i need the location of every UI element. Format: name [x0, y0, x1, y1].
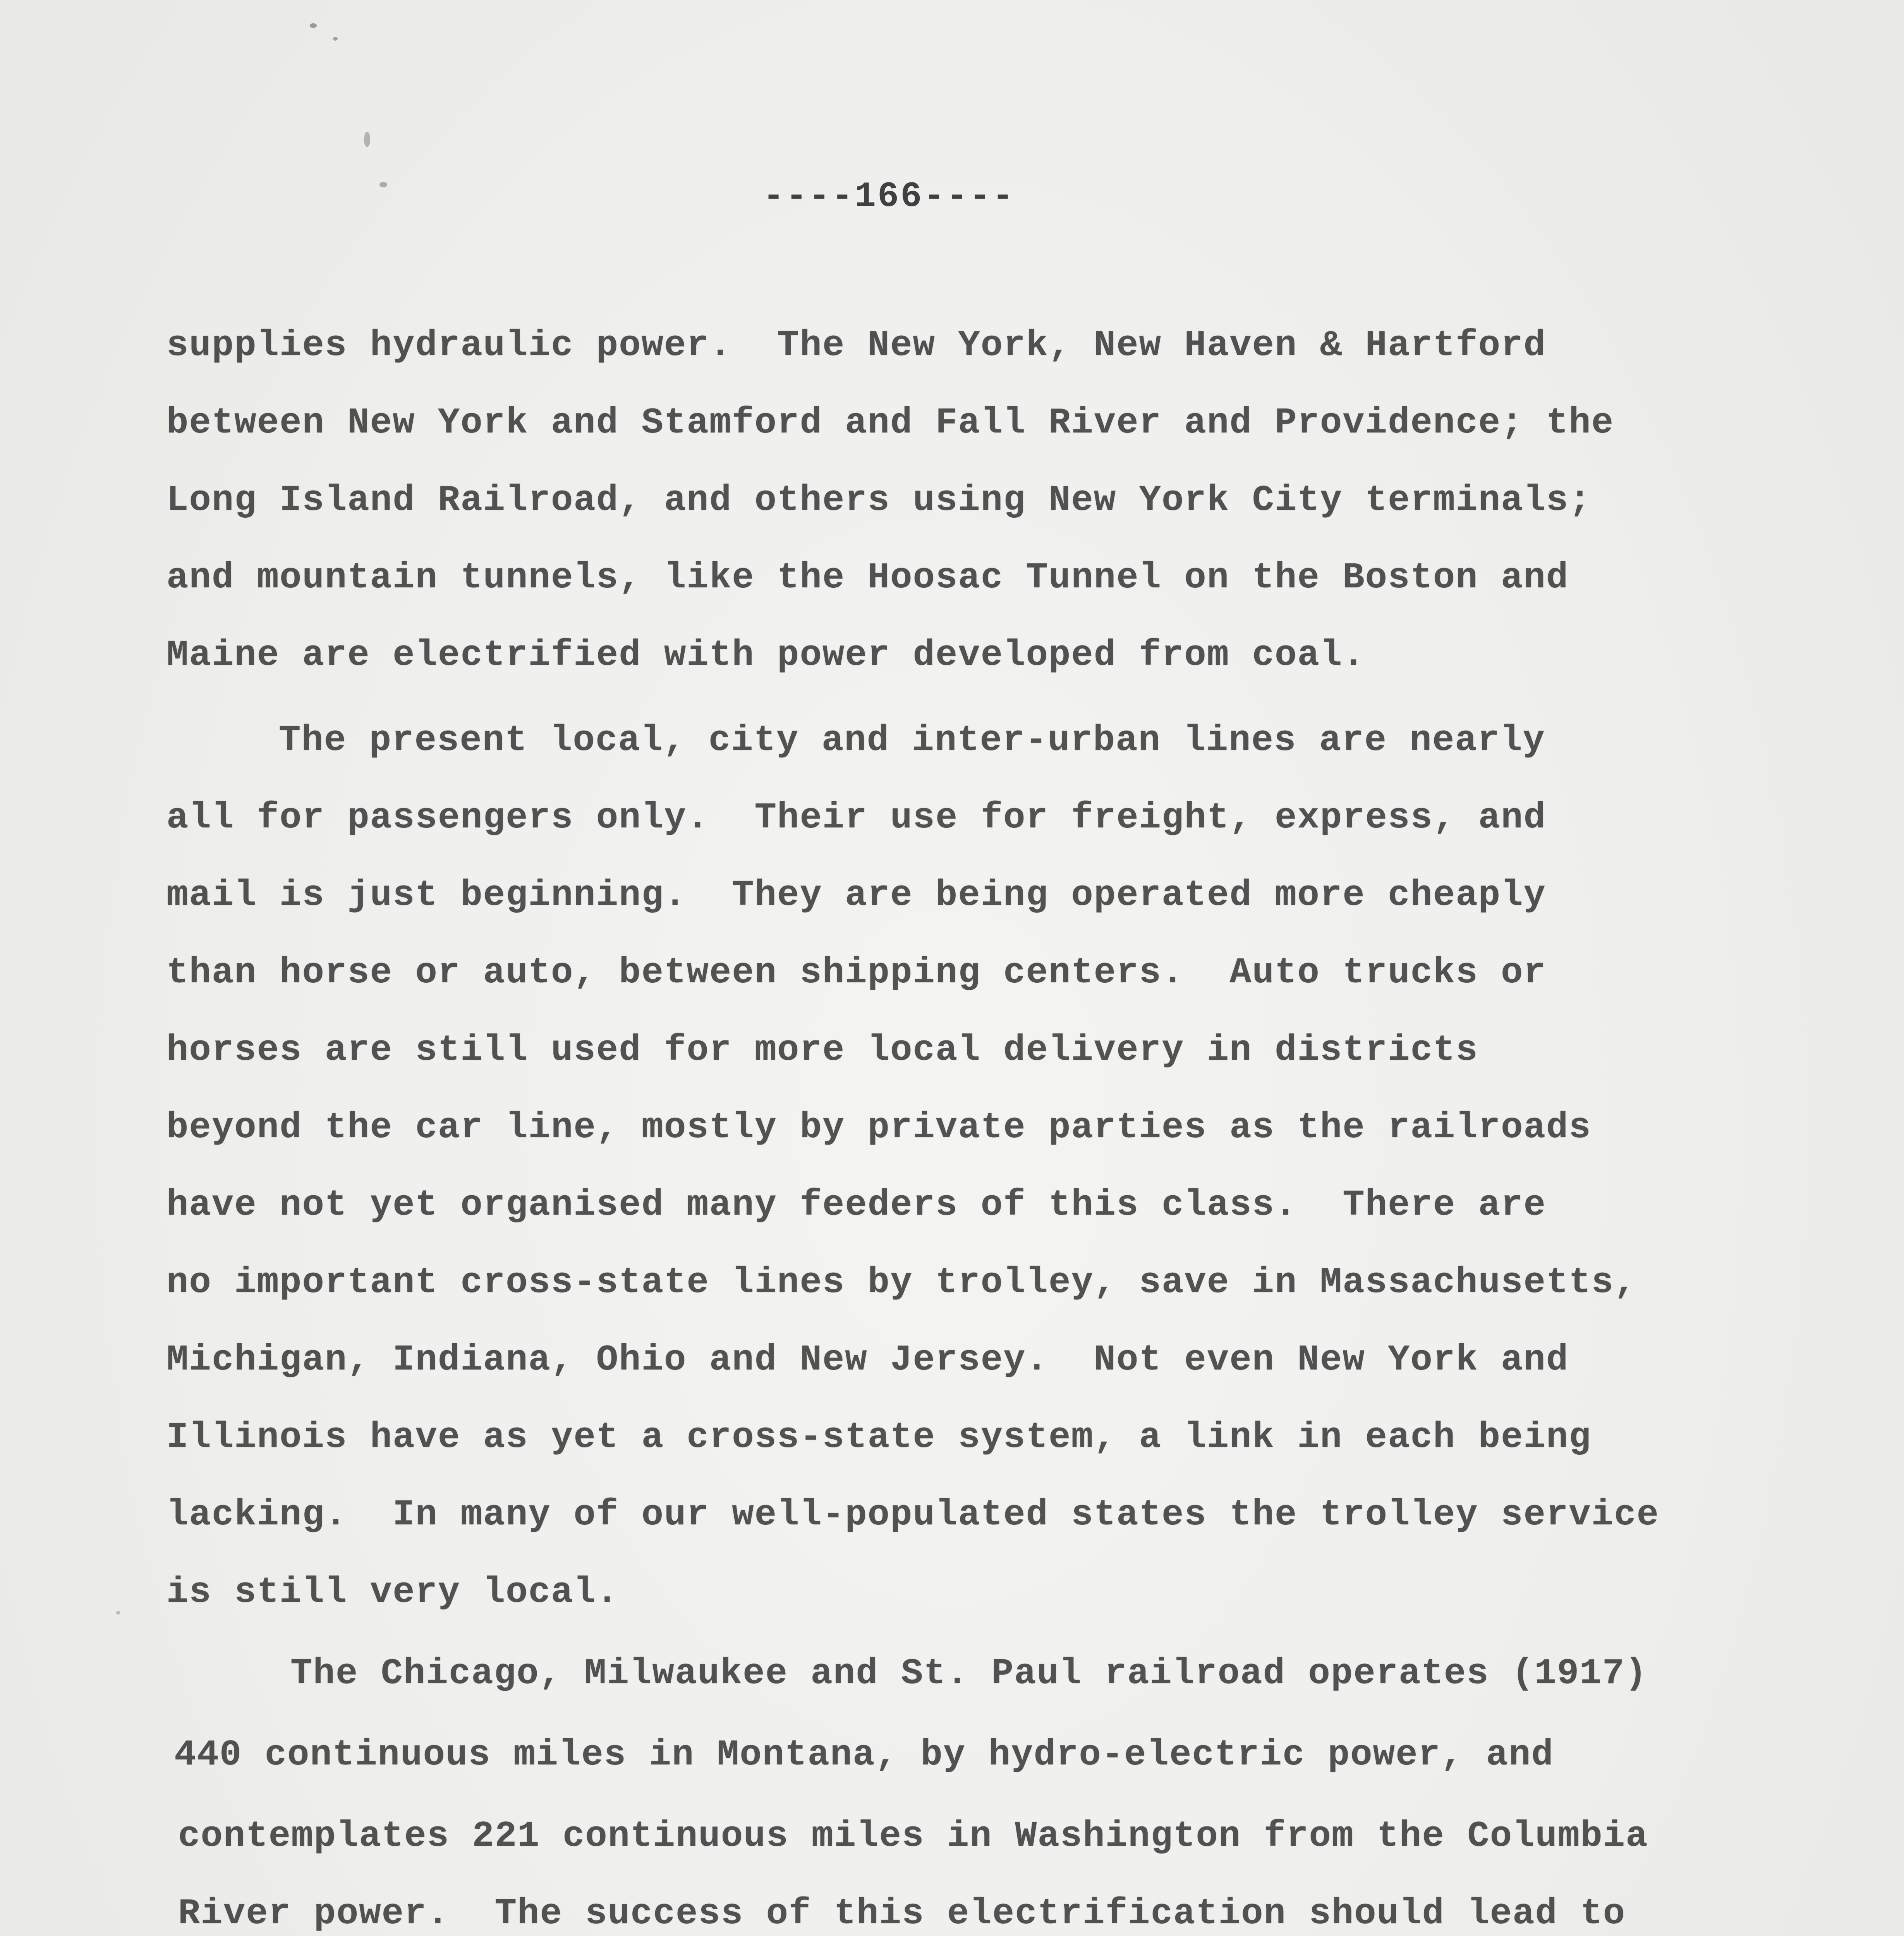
- text-line: between New York and Stamford and Fall River and Providence; the: [167, 403, 1614, 444]
- text-line: beyond the car line, mostly by private parties as the railroads: [167, 1107, 1592, 1148]
- text-line: River power. The success of this electrification should lead to: [178, 1893, 1626, 1934]
- text-line: Illinois have as yet a cross-state system, a link in each being: [167, 1417, 1592, 1458]
- text-line: supplies hydraulic power. The New York, New Haven & Hartford: [167, 325, 1546, 366]
- text-line: horses are still used for more local delivery in districts: [167, 1030, 1478, 1071]
- paper-speck: [116, 1611, 120, 1615]
- text-line: The present local, city and inter-urban lines are nearly: [279, 720, 1545, 761]
- text-line: Long Island Railroad, and others using New York City terminals;: [167, 480, 1592, 521]
- paper-speck: [310, 23, 317, 28]
- text-line: Michigan, Indiana, Ohio and New Jersey. Not even New York and: [167, 1340, 1569, 1381]
- page-number: ----166----: [763, 176, 1015, 217]
- text-line: mail is just beginning. They are being operated more cheaply: [167, 875, 1546, 916]
- text-line: 440 continuous miles in Montana, by hydro-electric power, and: [174, 1735, 1554, 1776]
- text-line: have not yet organised many feeders of this class. There are: [167, 1185, 1546, 1226]
- paper-speck: [333, 37, 338, 41]
- text-line: no important cross-state lines by trolley, save in Massachusetts,: [167, 1262, 1637, 1303]
- text-line: lacking. In many of our well-populated states the trolley service: [167, 1495, 1660, 1536]
- text-line: than horse or auto, between shipping centers. Auto trucks or: [167, 953, 1546, 994]
- paper-speck: [379, 182, 387, 187]
- text-line: is still very local.: [167, 1572, 619, 1613]
- text-line: all for passengers only. Their use for freight, express, and: [167, 798, 1546, 839]
- text-line: The Chicago, Milwaukee and St. Paul railroad operates (1917): [290, 1653, 1648, 1694]
- text-line: and mountain tunnels, like the Hoosac Tunnel on the Boston and: [167, 558, 1569, 599]
- paper-speck: [364, 132, 370, 147]
- text-line: contemplates 221 continuous miles in Washington from the Columbia: [178, 1816, 1648, 1857]
- text-line: Maine are electrified with power developed from coal.: [167, 635, 1365, 676]
